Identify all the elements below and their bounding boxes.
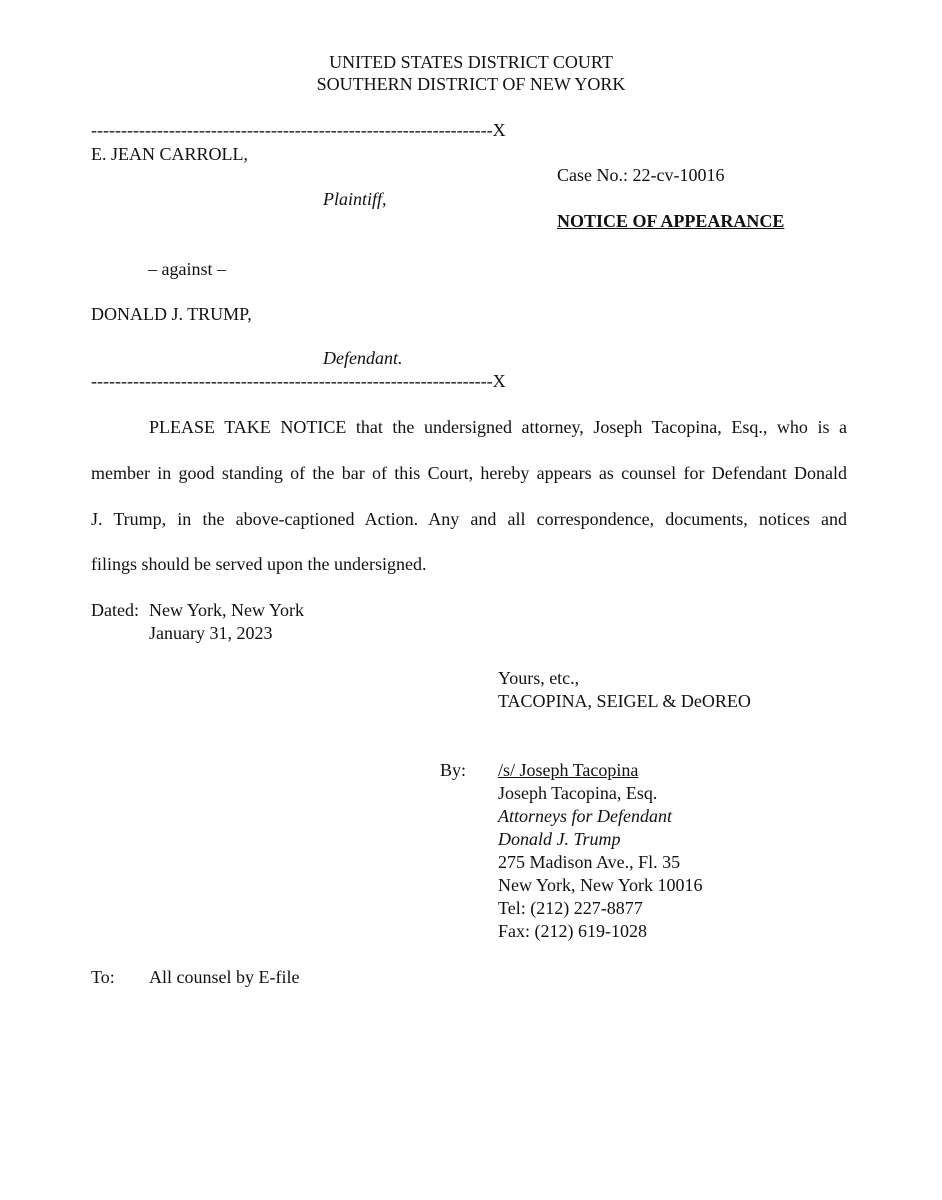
to-label: To: (91, 967, 115, 987)
defendant-name: DONALD J. TRUMP, (91, 304, 252, 324)
dated-label: Dated: (91, 600, 139, 620)
body-line-1: PLEASE TAKE NOTICE that the undersigned attorney, Joseph Tacopina, Esq., who is a (149, 417, 847, 437)
case-number: Case No.: 22-cv-10016 (557, 165, 725, 185)
by-label: By: (440, 760, 467, 780)
signature-line: /s/ Joseph Tacopina (498, 760, 639, 780)
body-line-4: filings should be served upon the undersigned. (91, 554, 427, 574)
plaintiff-name: E. JEAN CARROLL, (91, 144, 248, 164)
dated-place: New York, New York (149, 600, 305, 620)
court-name: UNITED STATES DISTRICT COURT (329, 52, 613, 72)
caption-divider-top: -------------------------------------------------------------------X (91, 120, 506, 140)
attorney-name: Joseph Tacopina, Esq. (498, 783, 658, 803)
body-line-3: J. Trump, in the above-captioned Action. Any and all correspondence, documents, notices and (91, 509, 847, 529)
closing-salutation: Yours, etc., (498, 668, 580, 688)
caption-divider-bottom: -------------------------------------------------------------------X (91, 371, 506, 391)
defendant-role: Defendant. (323, 348, 403, 368)
address-line-2: New York, New York 10016 (498, 875, 703, 895)
address-line-1: 275 Madison Ave., Fl. 35 (498, 852, 681, 872)
to-recipients: All counsel by E-file (149, 967, 300, 987)
body-line-2: member in good standing of the bar of this Court, hereby appears as counsel for Defendant Donald (91, 463, 847, 483)
versus-label: – against – (148, 259, 226, 279)
fax: Fax: (212) 619-1028 (498, 921, 647, 941)
attorney-role: Attorneys for Defendant (498, 806, 672, 826)
firm-name: TACOPINA, SEIGEL & DeOREO (498, 691, 751, 711)
court-district: SOUTHERN DISTRICT OF NEW YORK (316, 74, 626, 94)
telephone: Tel: (212) 227-8877 (498, 898, 643, 918)
document-title: NOTICE OF APPEARANCE (557, 211, 785, 231)
plaintiff-role: Plaintiff, (323, 189, 387, 209)
dated-date: January 31, 2023 (149, 623, 273, 643)
client-name: Donald J. Trump (498, 829, 621, 849)
